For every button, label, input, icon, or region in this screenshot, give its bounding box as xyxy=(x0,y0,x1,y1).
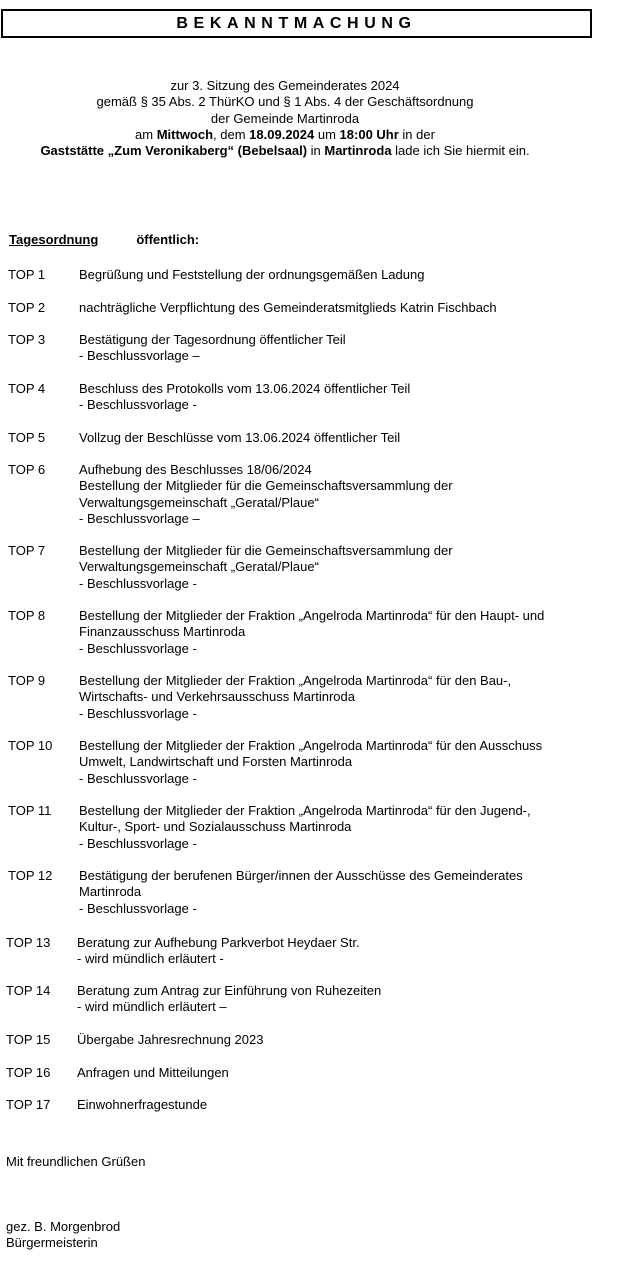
intro-line-3: der Gemeinde Martinroda xyxy=(210,110,360,126)
agenda-item-line: Bestellung der Mitglieder der Fraktion „Angelroda Martinroda“ für den Ausschuss xyxy=(79,738,543,753)
document-title: BEKANNTMACHUNG xyxy=(1,9,592,38)
meeting-date: 18.09.2024 xyxy=(249,126,315,142)
agenda-item-line: Beratung zur Aufhebung Parkverbot Heydaer Str. xyxy=(77,935,360,950)
agenda-item-text xyxy=(79,462,453,527)
agenda-item-line: - Beschlussvorlage – xyxy=(79,348,200,364)
agenda-public-label: öffentlich: xyxy=(136,232,200,247)
agenda-item-number: TOP 8 xyxy=(8,608,46,623)
agenda-item-line: Aufhebung des Beschlusses 18/06/2024 xyxy=(79,462,312,477)
intro-mid-2: um xyxy=(314,126,340,142)
agenda-item-text xyxy=(77,1097,207,1113)
agenda-item-line: Einwohnerfragestunde xyxy=(77,1097,208,1112)
agenda-item-line: Martinroda xyxy=(79,884,142,900)
agenda-item-line: Verwaltungsgemeinschaft „Geratal/Plaue“ xyxy=(79,559,319,575)
agenda-item-line: Bestellung der Mitglieder für die Gemeinschaftsversammlung der xyxy=(79,543,453,558)
agenda-item-line: Begrüßung und Feststellung der ordnungsgemäßen Ladung xyxy=(79,267,425,282)
agenda-item-line: Beschluss des Protokolls vom 13.06.2024 öffentlicher Teil xyxy=(79,381,411,396)
agenda-item-line: Finanzausschuss Martinroda xyxy=(79,624,246,640)
meeting-time: 18:00 Uhr xyxy=(339,126,399,142)
signature-role: Bürgermeisterin xyxy=(6,1235,98,1251)
agenda-item-line: Anfragen und Mitteilungen xyxy=(77,1065,229,1080)
agenda-item-text xyxy=(79,608,544,657)
agenda-item-line: - Beschlussvorlage - xyxy=(79,575,197,591)
agenda-item-line: Bestellung der Mitglieder der Fraktion „Angelroda Martinroda“ für den Jugend-, xyxy=(79,803,531,818)
agenda-item-number: TOP 16 xyxy=(6,1065,51,1080)
agenda-item-text xyxy=(79,267,424,283)
intro-line-4 xyxy=(0,127,570,143)
agenda-heading xyxy=(9,232,199,248)
agenda-item-line: Bestellung der Mitglieder der Fraktion „Angelroda Martinroda“ für den Haupt- und xyxy=(79,608,545,623)
intro-mid-1: , dem xyxy=(213,126,250,142)
agenda-item-text xyxy=(79,381,410,414)
agenda-item-number: TOP 7 xyxy=(8,543,46,558)
agenda-item-number: TOP 4 xyxy=(8,381,46,396)
agenda-item-line: Vollzug der Beschlüsse vom 13.06.2024 öffentlicher Teil xyxy=(79,430,401,445)
agenda-item-line: - Beschlussvorlage – xyxy=(79,510,200,526)
meeting-place: Martinroda xyxy=(324,143,392,159)
agenda-item-number: TOP 13 xyxy=(6,935,51,950)
agenda-item-number: TOP 2 xyxy=(8,300,46,315)
agenda-item-text xyxy=(79,673,511,722)
agenda-item-text xyxy=(77,1065,229,1081)
agenda-item-text xyxy=(79,738,542,787)
agenda-item-number: TOP 10 xyxy=(8,738,53,753)
agenda-item-number: TOP 17 xyxy=(6,1097,51,1112)
meeting-day: Mittwoch xyxy=(156,126,214,142)
agenda-item-number: TOP 9 xyxy=(8,673,46,688)
agenda-item-line: Bestellung der Mitglieder für die Gemeinschaftsversammlung der xyxy=(79,478,453,494)
agenda-item-line: - Beschlussvorlage - xyxy=(79,640,197,656)
agenda-item-number: TOP 3 xyxy=(8,332,46,347)
intro-post: in der xyxy=(398,126,435,142)
agenda-item-line: - wird mündlich erläutert – xyxy=(77,999,227,1015)
intro-mid-3: in xyxy=(307,143,325,159)
agenda-item-line: - Beschlussvorlage - xyxy=(79,705,197,721)
signature-name: gez. B. Morgenbrod xyxy=(6,1219,121,1234)
agenda-item-text xyxy=(79,430,400,446)
agenda-item-text xyxy=(77,983,381,1016)
agenda-title: Tagesordnung xyxy=(9,232,99,247)
agenda-item-number: TOP 5 xyxy=(8,430,46,445)
agenda-item-line: Kultur-, Sport- und Sozialausschuss Martinroda xyxy=(79,819,352,835)
meeting-venue: Gaststätte „Zum Veronikaberg“ (Bebelsaal) xyxy=(40,143,308,159)
intro-line-1: zur 3. Sitzung des Gemeinderates 2024 xyxy=(170,78,400,93)
agenda-item-text xyxy=(77,1032,263,1048)
agenda-item-text xyxy=(79,300,497,316)
agenda-item-line: Verwaltungsgemeinschaft „Geratal/Plaue“ xyxy=(79,494,319,510)
agenda-item-line: Beratung zum Antrag zur Einführung von Ruhezeiten xyxy=(77,983,382,998)
agenda-item-text xyxy=(79,543,453,592)
agenda-item-number: TOP 1 xyxy=(8,267,46,282)
intro-line-2: gemäß § 35 Abs. 2 ThürKO und § 1 Abs. 4 der Geschäftsordnung xyxy=(96,94,474,110)
agenda-item-line: nachträgliche Verpflichtung des Gemeinderatsmitglieds Katrin Fischbach xyxy=(79,300,497,315)
agenda-item-line: Bestätigung der berufenen Bürger/innen der Ausschüsse des Gemeinderates xyxy=(79,868,523,883)
agenda-item-line: - Beschlussvorlage - xyxy=(79,900,197,916)
agenda-item-number: TOP 6 xyxy=(8,462,46,477)
agenda-item-text xyxy=(79,803,531,852)
closing-greeting: Mit freundlichen Grüßen xyxy=(6,1154,146,1169)
agenda-item-line: - Beschlussvorlage - xyxy=(79,835,197,851)
agenda-item-line: Wirtschafts- und Verkehrsausschuss Martinroda xyxy=(79,689,355,705)
agenda-item-text xyxy=(77,935,360,968)
agenda-item-line: Bestätigung der Tagesordnung öffentlicher Teil xyxy=(79,332,346,347)
agenda-item-line: - Beschlussvorlage - xyxy=(79,397,197,413)
agenda-item-line: Umwelt, Landwirtschaft und Forsten Martinroda xyxy=(79,754,353,770)
agenda-item-number: TOP 15 xyxy=(6,1032,51,1047)
agenda-item-text xyxy=(79,332,346,365)
signature-block xyxy=(6,1219,120,1252)
intro-post-2: lade ich Sie hiermit ein. xyxy=(391,143,530,159)
agenda-item-line: Übergabe Jahresrechnung 2023 xyxy=(77,1032,264,1047)
agenda-item-line: - Beschlussvorlage - xyxy=(79,770,197,786)
agenda-item-text xyxy=(79,868,523,917)
agenda-item-number: TOP 14 xyxy=(6,983,51,998)
agenda-item-line: Bestellung der Mitglieder der Fraktion „Angelroda Martinroda“ für den Bau-, xyxy=(79,673,512,688)
agenda-item-line: - wird mündlich erläutert - xyxy=(77,951,224,967)
agenda-item-number: TOP 11 xyxy=(8,803,52,818)
intro-block xyxy=(0,78,570,159)
intro-pre: am xyxy=(135,126,157,142)
agenda-item-number: TOP 12 xyxy=(8,868,53,883)
intro-line-5 xyxy=(0,143,570,159)
